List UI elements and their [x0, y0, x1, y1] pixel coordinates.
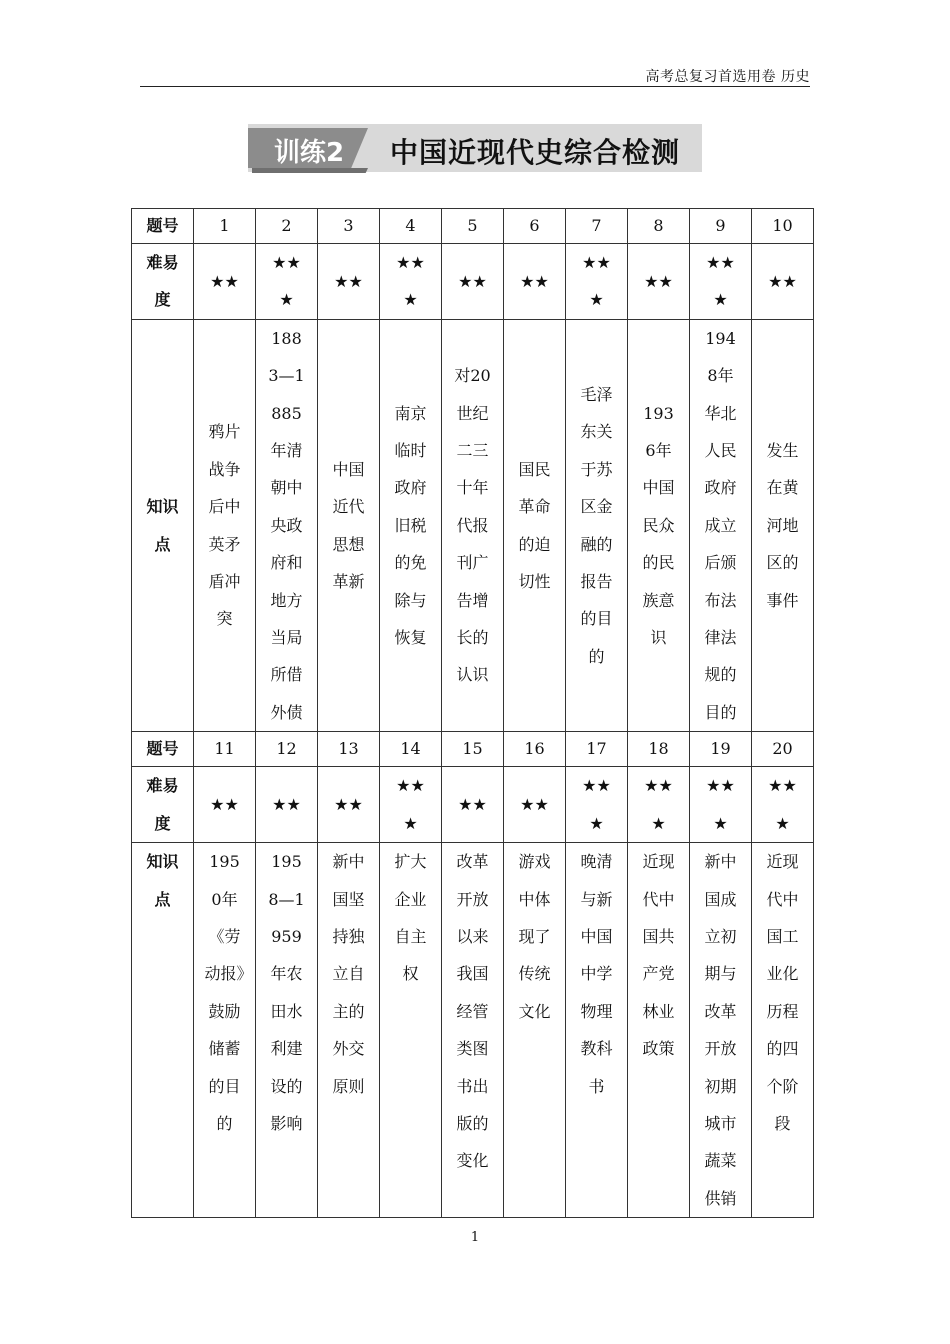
page-number: 1: [470, 1230, 480, 1245]
number-cell: 10: [752, 209, 814, 244]
knowledge-point: 近现代中国工业化历程的四个阶段: [766, 852, 799, 1133]
knowledge-point: 1950年《劳动报》鼓励储蓄的目的: [204, 852, 245, 1133]
number-cell: 3: [318, 209, 380, 244]
knowledge-row-2: [132, 843, 814, 1218]
number-cell: 6: [504, 209, 566, 244]
number-cell: 1: [194, 209, 256, 244]
knowledge-point: 1958—1959年农田水利建设的影响: [268, 852, 305, 1133]
difficulty-stars: ★★★: [396, 253, 425, 310]
banner-label: 训练2: [274, 138, 345, 168]
difficulty-stars: ★★: [272, 794, 301, 814]
difficulty-stars: ★★: [210, 271, 239, 291]
number-cell: 18: [628, 732, 690, 767]
row-label-knowledge: 知识点: [146, 852, 179, 909]
running-header: 高考总复习首选用卷 历史: [645, 69, 810, 85]
difficulty-row-2: [132, 767, 814, 843]
number-cell: 17: [566, 732, 628, 767]
number-cell: 15: [442, 732, 504, 767]
number-cell: 2: [256, 209, 318, 244]
knowledge-point: 对20世纪二三十年代报刊广告增长的认识: [454, 366, 491, 685]
header-rule: [140, 86, 810, 87]
knowledge-point: 南京临时政府旧税的免除与恢复: [394, 403, 427, 648]
row-label-number: 题号: [132, 732, 194, 767]
row-label-difficulty: 难易度: [146, 776, 179, 833]
difficulty-stars: ★★: [210, 794, 239, 814]
difficulty-stars: ★★: [520, 794, 549, 814]
number-cell: 14: [380, 732, 442, 767]
number-cell: 12: [256, 732, 318, 767]
knowledge-point: 晚清与新中国中学物理教科书: [580, 852, 613, 1096]
number-cell: 16: [504, 732, 566, 767]
difficulty-stars: ★★★: [706, 776, 735, 833]
number-cell: 19: [690, 732, 752, 767]
difficulty-stars: ★★★: [582, 253, 611, 310]
number-cell: 9: [690, 209, 752, 244]
question-table: [131, 208, 814, 1218]
row-label-number: 题号: [132, 209, 194, 244]
knowledge-point: 1948年华北人民政府成立后颁布法律法规的目的: [704, 328, 737, 722]
difficulty-stars: ★★★: [272, 253, 301, 310]
knowledge-point: 近现代中国共产党林业政策: [642, 852, 675, 1059]
number-cell: 5: [442, 209, 504, 244]
difficulty-stars: ★★: [458, 271, 487, 291]
knowledge-point: 鸦片战争后中英矛盾冲突: [208, 422, 241, 629]
row-label-knowledge: 知识点: [146, 497, 179, 554]
difficulty-stars: ★★: [334, 271, 363, 291]
number-row-2: [132, 732, 814, 767]
knowledge-point: 发生在黄河地区的事件: [766, 441, 799, 610]
difficulty-stars: ★★★: [396, 776, 425, 833]
difficulty-stars: ★★: [644, 271, 673, 291]
knowledge-point: 改革开放以来我国经管类图书出版的变化: [456, 852, 489, 1171]
difficulty-stars: ★★★: [582, 776, 611, 833]
difficulty-row-1: [132, 244, 814, 320]
difficulty-stars: ★★★: [706, 253, 735, 310]
knowledge-row-1: [132, 319, 814, 731]
banner-title: 中国近现代史综合检测: [390, 136, 681, 169]
number-cell: 4: [380, 209, 442, 244]
row-label-difficulty: 难易度: [146, 253, 179, 310]
knowledge-point: 游戏中体现了传统文化: [518, 852, 551, 1021]
difficulty-stars: ★★★: [768, 776, 797, 833]
knowledge-point: 新中国坚持独立自主的外交原则: [332, 852, 365, 1096]
knowledge-point: 新中国成立初期与改革开放初期城市蔬菜供销: [704, 852, 737, 1208]
number-cell: 8: [628, 209, 690, 244]
knowledge-point: 中国近代思想革新: [332, 459, 365, 591]
number-cell: 11: [194, 732, 256, 767]
knowledge-point: 1936年中国民众的民族意识: [642, 403, 675, 648]
difficulty-stars: ★★: [334, 794, 363, 814]
knowledge-point: 毛泽东关于苏区金融的报告的目的: [580, 384, 613, 666]
knowledge-point: 扩大企业自主权: [394, 852, 427, 984]
difficulty-stars: ★★: [520, 271, 549, 291]
number-row-1: [132, 209, 814, 244]
number-cell: 7: [566, 209, 628, 244]
difficulty-stars: ★★★: [644, 776, 673, 833]
section-banner: [248, 124, 702, 172]
knowledge-point: 1883—1885年清朝中央政府和地方当局所借外债: [268, 328, 305, 722]
difficulty-stars: ★★: [768, 271, 797, 291]
number-cell: 13: [318, 732, 380, 767]
number-cell: 20: [752, 732, 814, 767]
difficulty-stars: ★★: [458, 794, 487, 814]
knowledge-point: 国民革命的迫切性: [518, 459, 551, 591]
